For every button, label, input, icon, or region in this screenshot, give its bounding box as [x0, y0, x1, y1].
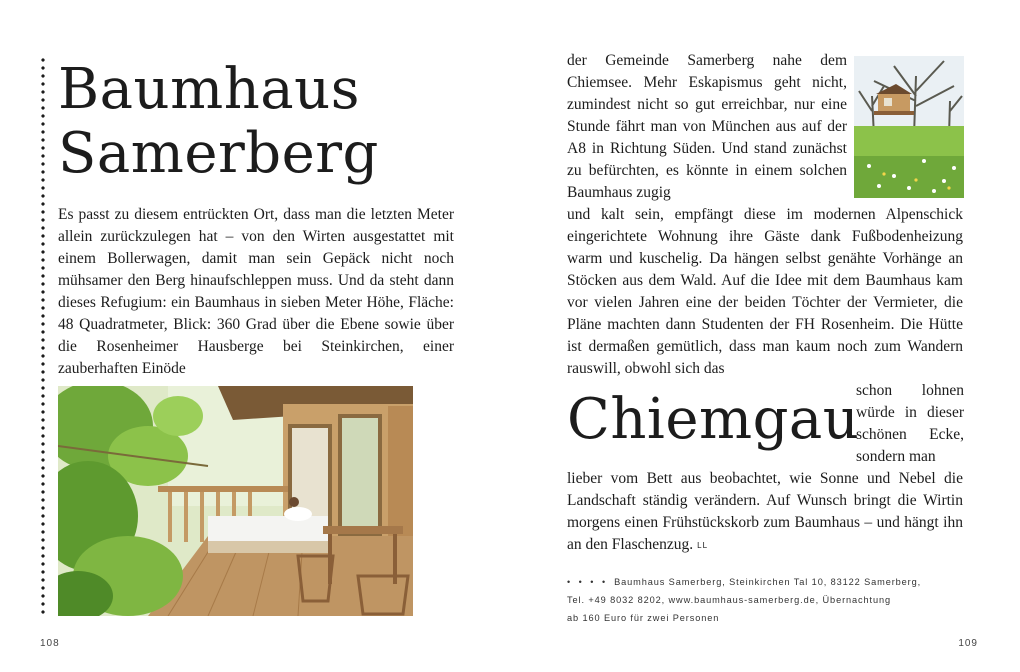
info-bullets: • • • •: [567, 577, 609, 587]
title-line-2: Samerberg: [58, 121, 379, 186]
dotted-rule: [40, 56, 46, 616]
region-heading: Chiemgau: [567, 387, 860, 452]
right-body-text-2: und kalt sein, empfängt diese im modernen Alpenschick eingerichtete Wohnung ihre Gäste dank Fußbodenheizung warm und kuschelig. Da hängen selbst genähte Vorhänge an Stöcken aus dem Wald. Auf die Idee mit dem Baumhaus kam vor vielen Jahren eine der beiden Töchter der Vermieter, die Pläne machten dann Studenten der FH Rosenheim. Die Hütte ist dermaßen gemütlich, dass man kaum noch zum Wandern rauswill, obwohl sich das: [567, 206, 963, 377]
article-title: [58, 58, 379, 186]
right-body-text-4: [567, 468, 963, 557]
author-initials: LL: [697, 541, 709, 550]
page-number-left: 108: [40, 638, 60, 649]
info-line-1: Baumhaus Samerberg, Steinkirchen Tal 10, 83122 Samerberg,: [614, 577, 922, 587]
right-page: [510, 0, 1020, 672]
contact-info: [567, 573, 967, 627]
right-body-text-1: der Gemeinde Samerberg nahe dem Chiemsee. Mehr Eskapismus geht nicht, zumindest nicht so gut erreichbar, nur eine Stunde fährt man von München aus auf der A8 in Richtung Süden. Und stand zunächst zu befürchten, es könnte in einem solchen Baumhaus zugig: [567, 52, 847, 201]
right-body-text-4-content: lieber vom Bett aus beobachtet, wie Sonne und Nebel die Landschaft ständig verändern. Auf Wunsch bringt die Wirtin morgens einen Frühstückskorb zum Baumhaus – und hängt ihn an den Flaschenzug.: [567, 470, 963, 553]
treehouse-meadow-photo: [854, 56, 964, 198]
title-line-1: Baumhaus: [58, 57, 360, 122]
right-body-text-3: schon lohnen würde in dieser schönen Ecke, sondern man: [856, 382, 964, 465]
page-number-right: 109: [958, 638, 978, 649]
info-line-2: Tel. +49 8032 8202, www.baumhaus-samerberg.de, Übernachtung: [567, 595, 892, 605]
left-body-text: Es passt zu diesem entrückten Ort, dass man die letzten Meter allein zurückzulegen hat – von den Wirten ausgestattet mit einem Bollerwagen, damit man sein Gepäck nicht noch mühsamer den Berg hinaufschleppen muss. Und da steht dann dieses Refugium: ein Baumhaus in sieben Meter Höhe, Fläche: 48 Quadratmeter, Blick: 360 Grad über die Ebene sowie über die Rosenheimer Hausberge bei Steinkirchen, einer zauberhaften Einöde: [58, 206, 454, 377]
treehouse-balcony-photo: [58, 386, 413, 616]
info-line-3: ab 160 Euro für zwei Personen: [567, 613, 720, 623]
